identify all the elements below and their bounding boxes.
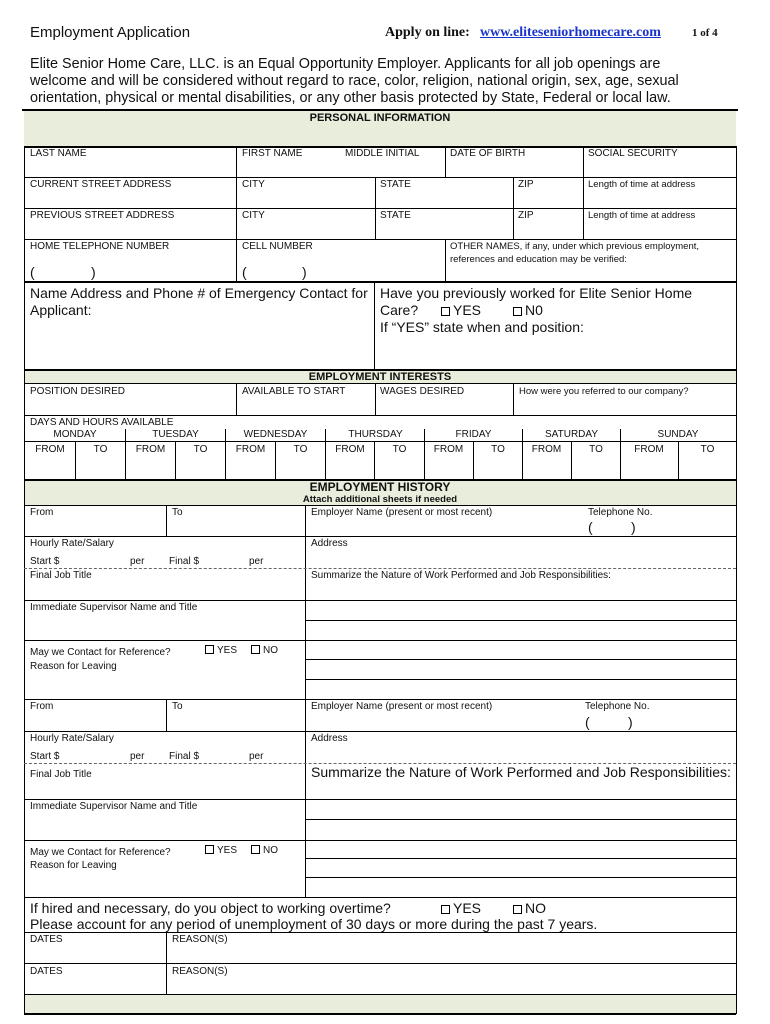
saturday-to-label: TO bbox=[589, 444, 603, 455]
previously-worked-label-1: Have you previously worked for Elite Senior Home bbox=[380, 285, 693, 301]
job2-reason-field[interactable] bbox=[25, 873, 305, 896]
job2-to-label: To bbox=[172, 701, 183, 712]
home-phone-label: HOME TELEPHONE NUMBER bbox=[30, 241, 170, 252]
date-of-birth-label: DATE OF BIRTH bbox=[450, 148, 526, 159]
job2-contact-yes-checkbox[interactable] bbox=[205, 845, 214, 854]
eeo-line-3: orientation, physical or mental disabilities, or any other basis protected by State, Federal or local law. bbox=[30, 90, 671, 106]
job2-final-title-label: Final Job Title bbox=[30, 769, 92, 780]
previous-address-label: PREVIOUS STREET ADDRESS bbox=[30, 210, 175, 221]
job2-supervisor-label: Immediate Supervisor Name and Title bbox=[30, 801, 198, 812]
job2-final-title-field[interactable] bbox=[25, 782, 305, 798]
current-state-label: STATE bbox=[380, 179, 411, 190]
unemployment-instruction: Please account for any period of unemployment of 30 days or more during the past 7 years. bbox=[30, 916, 598, 932]
footer-band bbox=[25, 995, 736, 1013]
previous-state-field[interactable] bbox=[376, 223, 513, 238]
eeo-statement bbox=[30, 56, 679, 107]
day-saturday: SATURDAY bbox=[545, 429, 598, 440]
thursday-from-label: FROM bbox=[335, 444, 365, 455]
referred-field[interactable] bbox=[514, 399, 735, 414]
previous-time-at-address-label: Length of time at address bbox=[588, 210, 696, 221]
job1-start-per-label: per bbox=[130, 556, 145, 567]
middle-initial-field[interactable] bbox=[343, 160, 443, 176]
other-names-field[interactable] bbox=[446, 266, 735, 280]
previous-city-label: CITY bbox=[242, 210, 265, 221]
job1-final-title-label: Final Job Title bbox=[30, 570, 92, 581]
unemployment-dates-field-1[interactable] bbox=[25, 947, 166, 962]
wednesday-from-label: FROM bbox=[235, 444, 266, 455]
unemployment-reasons-field-1[interactable] bbox=[167, 947, 735, 962]
job1-summary-extra-field[interactable] bbox=[306, 641, 735, 698]
day-friday: FRIDAY bbox=[455, 429, 492, 440]
overtime-no-checkbox[interactable] bbox=[513, 905, 522, 914]
job1-to-label: To bbox=[172, 507, 183, 518]
job1-final-per-label: per bbox=[249, 556, 264, 567]
job1-address-field[interactable] bbox=[306, 551, 735, 567]
emergency-contact-field[interactable] bbox=[25, 320, 373, 368]
job2-telephone-paren-open: ( bbox=[585, 714, 590, 730]
day-thursday: THURSDAY bbox=[348, 429, 403, 440]
current-state-field[interactable] bbox=[376, 192, 513, 207]
unemployment-reasons-label-2: REASON(S) bbox=[172, 966, 228, 977]
first-name-label: FIRST NAME bbox=[242, 148, 303, 159]
job2-final-per-label: per bbox=[249, 751, 264, 762]
job1-hourly-label: Hourly Rate/Salary bbox=[30, 538, 114, 549]
social-security-label: SOCIAL SECURITY bbox=[588, 148, 678, 159]
job1-contact-no-label: NO bbox=[263, 645, 278, 656]
monday-to-label: TO bbox=[93, 444, 108, 455]
previously-worked-no-label: N0 bbox=[525, 302, 543, 318]
job1-telephone-field[interactable] bbox=[595, 519, 630, 535]
job2-contact-yes-option[interactable] bbox=[205, 845, 237, 856]
job1-address-label: Address bbox=[311, 538, 348, 549]
previous-zip-label: ZIP bbox=[518, 210, 534, 221]
job2-start-per-label: per bbox=[130, 751, 145, 762]
friday-from-label: FROM bbox=[433, 444, 464, 455]
overtime-question: If hired and necessary, do you object to working overtime? bbox=[30, 900, 391, 916]
employment-interests-heading: EMPLOYMENT INTERESTS bbox=[308, 371, 452, 383]
first-name-field[interactable] bbox=[237, 160, 342, 176]
current-time-at-address-field[interactable] bbox=[584, 192, 735, 207]
job2-from-field[interactable] bbox=[25, 714, 166, 730]
wages-desired-label: WAGES DESIRED bbox=[380, 386, 465, 397]
job2-address-field[interactable] bbox=[306, 746, 735, 762]
other-names-label-2: references and education may be verified: bbox=[450, 254, 627, 265]
day-tuesday: TUESDAY bbox=[152, 429, 199, 440]
job2-start-field[interactable] bbox=[66, 750, 126, 762]
job2-employer-label: Employer Name (present or most recent) bbox=[311, 701, 493, 712]
previously-worked-yes-option[interactable] bbox=[441, 302, 481, 318]
overtime-yes-option[interactable] bbox=[441, 900, 481, 916]
job2-final-label: Final $ bbox=[169, 751, 200, 762]
job1-summary-field[interactable] bbox=[306, 583, 735, 639]
position-desired-field[interactable] bbox=[25, 399, 236, 414]
social-security-field[interactable] bbox=[584, 160, 735, 176]
current-address-field[interactable] bbox=[25, 192, 236, 207]
overtime-yes-checkbox[interactable] bbox=[441, 905, 450, 914]
wednesday-to-label: TO bbox=[293, 444, 308, 455]
available-to-start-label: AVAILABLE TO START bbox=[242, 386, 346, 397]
sunday-from-label: FROM bbox=[634, 444, 664, 455]
employment-history-heading: EMPLOYMENT HISTORY bbox=[309, 480, 451, 494]
job1-start-label: Start $ bbox=[30, 556, 60, 567]
current-zip-label: ZIP bbox=[518, 179, 534, 190]
job1-from-field[interactable] bbox=[25, 519, 166, 535]
day-sunday: SUNDAY bbox=[657, 429, 699, 440]
job2-contact-no-checkbox[interactable] bbox=[251, 845, 260, 854]
previous-position-field[interactable] bbox=[375, 337, 735, 368]
thursday-to-label: TO bbox=[392, 444, 407, 455]
overtime-no-label: NO bbox=[525, 900, 546, 916]
job1-supervisor-field[interactable] bbox=[25, 615, 305, 639]
job2-final-field[interactable] bbox=[206, 750, 246, 762]
previously-worked-yes-checkbox[interactable] bbox=[441, 307, 450, 316]
job2-employer-field[interactable] bbox=[306, 714, 581, 730]
date-of-birth-field[interactable] bbox=[446, 160, 582, 176]
previous-address-field[interactable] bbox=[25, 223, 236, 238]
job2-summarize-label: Summarize the Nature of Work Performed and Job Responsibilities: bbox=[311, 764, 731, 780]
job1-contact-yes-checkbox[interactable] bbox=[205, 645, 214, 654]
current-city-field[interactable] bbox=[237, 192, 375, 207]
job2-contact-ref-label: May we Contact for Reference? bbox=[30, 847, 171, 858]
current-city-label: CITY bbox=[242, 179, 265, 190]
day-monday: MONDAY bbox=[53, 429, 97, 440]
previously-worked-label-2: Care? bbox=[380, 302, 419, 318]
tuesday-to-label: TO bbox=[193, 444, 208, 455]
job1-employer-label: Employer Name (present or most recent) bbox=[311, 507, 493, 518]
job1-to-field[interactable] bbox=[167, 519, 305, 535]
previous-city-field[interactable] bbox=[237, 223, 375, 238]
job2-summary-extra-field[interactable] bbox=[306, 841, 735, 896]
job1-supervisor-label: Immediate Supervisor Name and Title bbox=[30, 602, 198, 613]
job2-telephone-paren-close: ) bbox=[628, 714, 633, 730]
current-zip-field[interactable] bbox=[514, 192, 583, 207]
job1-contact-no-option[interactable] bbox=[251, 645, 278, 656]
emergency-contact-label-2: Applicant: bbox=[30, 302, 92, 318]
last-name-label: LAST NAME bbox=[30, 148, 87, 159]
home-phone-paren-open: ( bbox=[30, 264, 35, 280]
job1-final-label: Final $ bbox=[169, 556, 200, 567]
friday-to-label: TO bbox=[491, 444, 505, 455]
eeo-line-2: welcome and will be considered without regard to race, color, religion, national origin, sex, age, sexual bbox=[30, 73, 679, 89]
overtime-yes-label: YES bbox=[453, 900, 482, 916]
cell-number-label: CELL NUMBER bbox=[242, 241, 313, 252]
job2-hourly-label: Hourly Rate/Salary bbox=[30, 733, 114, 744]
job2-contact-no-label: NO bbox=[263, 845, 278, 856]
apply-online-label: Apply on line: bbox=[385, 25, 470, 40]
job2-telephone-label: Telephone No. bbox=[585, 701, 650, 712]
job2-to-field[interactable] bbox=[167, 714, 305, 730]
position-desired-label: POSITION DESIRED bbox=[30, 386, 126, 397]
previously-worked-no-option[interactable] bbox=[513, 302, 543, 318]
previous-zip-field[interactable] bbox=[514, 223, 583, 238]
job2-address-label: Address bbox=[311, 733, 348, 744]
job1-reason-field[interactable] bbox=[25, 674, 305, 698]
previously-worked-label-3: If “YES” state when and position: bbox=[380, 319, 584, 335]
previous-time-at-address-field[interactable] bbox=[584, 223, 735, 238]
middle-initial-label: MIDDLE INITIAL bbox=[345, 148, 420, 159]
previously-worked-no-checkbox[interactable] bbox=[513, 307, 522, 316]
job1-contact-ref-label: May we Contact for Reference? bbox=[30, 647, 171, 658]
last-name-field[interactable] bbox=[25, 160, 236, 176]
job1-contact-no-checkbox[interactable] bbox=[251, 645, 260, 654]
cell-paren-close: ) bbox=[302, 264, 307, 280]
job1-from-label: From bbox=[30, 507, 54, 518]
page-indicator: 1 of 4 bbox=[692, 27, 718, 39]
job1-telephone-label: Telephone No. bbox=[588, 507, 653, 518]
job2-supervisor-field[interactable] bbox=[25, 814, 305, 839]
personal-info-heading: PERSONAL INFORMATION bbox=[309, 112, 451, 124]
unemployment-reasons-label-1: REASON(S) bbox=[172, 934, 228, 945]
current-address-label: CURRENT STREET ADDRESS bbox=[30, 179, 172, 190]
job2-contact-yes-label: YES bbox=[217, 845, 238, 856]
cell-paren-open: ( bbox=[242, 264, 247, 280]
sunday-to-label: TO bbox=[700, 444, 715, 455]
form-title: Employment Application bbox=[30, 24, 191, 41]
unemployment-dates-label-1: DATES bbox=[30, 934, 63, 945]
unemployment-reasons-field-2[interactable] bbox=[167, 979, 735, 993]
job1-contact-yes-option[interactable] bbox=[205, 645, 237, 656]
saturday-from-label: FROM bbox=[531, 444, 562, 455]
current-time-at-address-label: Length of time at address bbox=[588, 179, 696, 190]
cell-number-field[interactable] bbox=[250, 264, 300, 280]
job1-reason-label: Reason for Leaving bbox=[30, 661, 117, 672]
job1-telephone-paren-close: ) bbox=[631, 519, 636, 535]
days-hours-label: DAYS AND HOURS AVAILABLE bbox=[30, 417, 174, 428]
previously-worked-yes-label: YES bbox=[453, 302, 482, 318]
job2-contact-no-option[interactable] bbox=[251, 845, 278, 856]
overtime-no-option[interactable] bbox=[513, 900, 546, 916]
job2-start-label: Start $ bbox=[30, 751, 60, 762]
unemployment-dates-label-2: DATES bbox=[30, 966, 63, 977]
availability-hours-fields[interactable] bbox=[25, 457, 735, 478]
unemployment-dates-field-2[interactable] bbox=[25, 979, 166, 993]
other-names-label-1: OTHER NAMES, if any, under which previous employment, bbox=[450, 241, 700, 252]
wages-desired-field[interactable] bbox=[376, 399, 513, 414]
job2-summary-field[interactable] bbox=[306, 782, 735, 839]
tuesday-from-label: FROM bbox=[135, 444, 166, 455]
job1-final-title-field[interactable] bbox=[25, 583, 305, 599]
day-wednesday: WEDNESDAY bbox=[243, 429, 308, 440]
home-phone-field[interactable] bbox=[38, 264, 90, 280]
job2-telephone-field[interactable] bbox=[592, 714, 627, 730]
referred-label: How were you referred to our company? bbox=[519, 386, 689, 397]
job1-summarize-label: Summarize the Nature of Work Performed and Job Responsibilities: bbox=[311, 570, 611, 581]
apply-online-link[interactable]: www.eliteseniorhomecare.com bbox=[480, 25, 661, 40]
job2-reason-label: Reason for Leaving bbox=[30, 860, 117, 871]
job1-telephone-paren-open: ( bbox=[588, 519, 593, 535]
available-to-start-field[interactable] bbox=[237, 399, 375, 414]
job1-contact-yes-label: YES bbox=[217, 645, 238, 656]
home-phone-paren-close: ) bbox=[91, 264, 96, 280]
monday-from-label: FROM bbox=[35, 444, 65, 455]
previous-state-label: STATE bbox=[380, 210, 411, 221]
job1-final-field[interactable] bbox=[206, 555, 246, 567]
employment-history-subheading: Attach additional sheets if needed bbox=[302, 494, 458, 505]
job1-start-field[interactable] bbox=[66, 555, 126, 567]
emergency-contact-label-1: Name Address and Phone # of Emergency Contact for bbox=[30, 285, 368, 301]
job2-from-label: From bbox=[30, 701, 54, 712]
job1-employer-field[interactable] bbox=[306, 519, 584, 535]
eeo-line-1: Elite Senior Home Care, LLC. is an Equal Opportunity Employer. Applicants for all job openings are bbox=[30, 56, 661, 72]
